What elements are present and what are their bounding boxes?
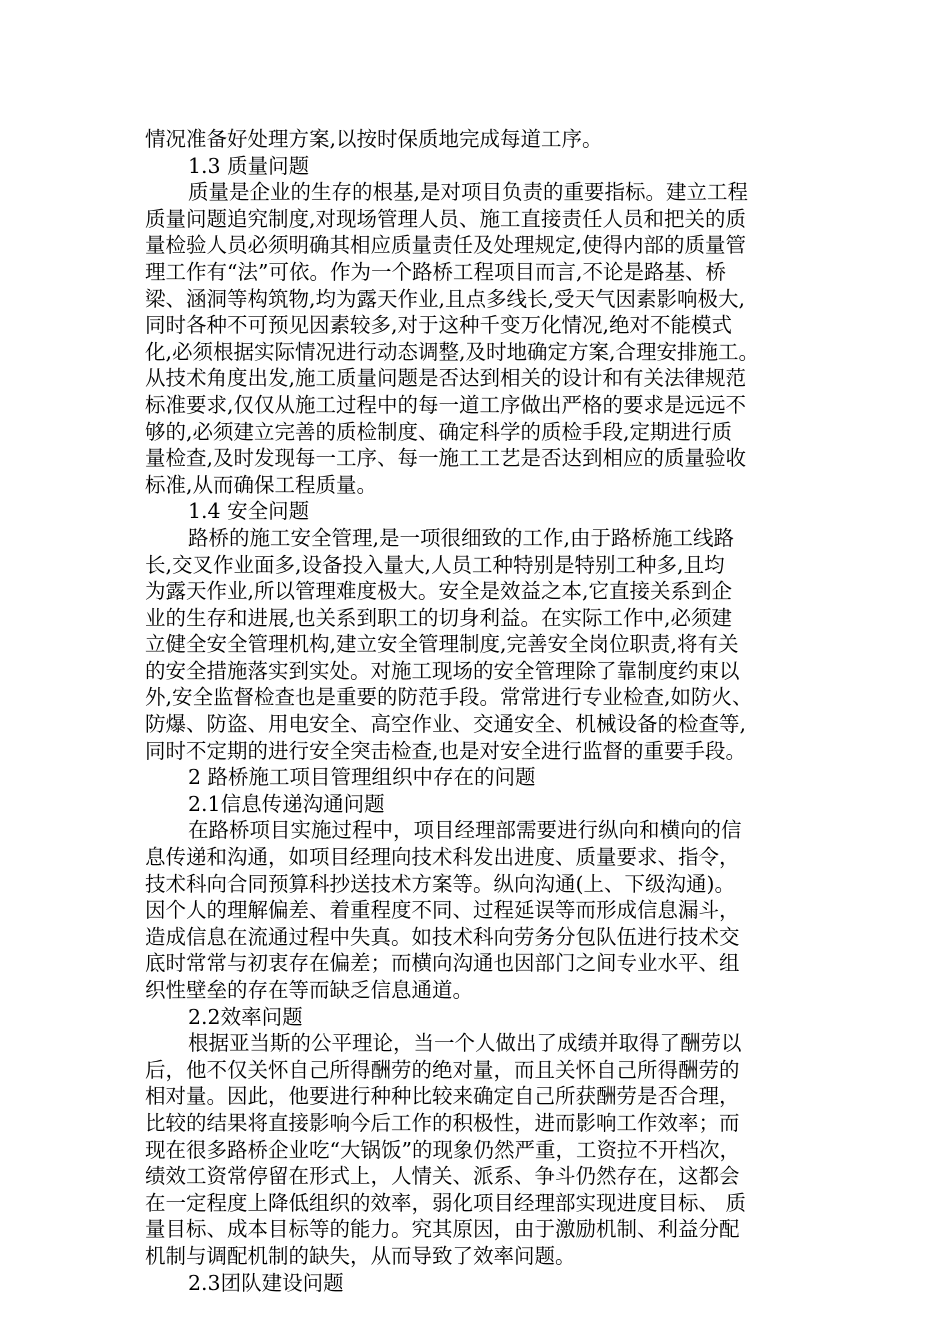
text-line: 从技术角度出发,施工质量问题是否达到相关的设计和有关法律规范 xyxy=(145,366,747,391)
text-line: 质量问题追究制度,对现场管理人员、施工直接责任人员和把关的质 xyxy=(145,206,747,231)
text-line: 化,必须根据实际情况进行动态调整,及时地确定方案,合理安排施工。 xyxy=(145,339,760,364)
text-line: 比较的结果将直接影响今后工作的积极性，进而影响工作效率；而 xyxy=(145,1110,740,1135)
text-line: 2.1信息传递沟通问题 xyxy=(188,791,385,816)
text-line: 量检验人员必须明确其相应质量责任及处理规定,使得内部的质量管 xyxy=(145,233,747,258)
text-line: 为露天作业,所以管理难度极大。安全是效益之本,它直接关系到企 xyxy=(145,579,733,604)
text-line: 2.2效率问题 xyxy=(188,1004,303,1029)
document-body xyxy=(145,126,825,1296)
text-line: 理工作有“法”可依。作为一个路桥工程项目而言,不论是路基、桥 xyxy=(145,259,726,284)
text-line: 底时常常与初衷存在偏差；而横向沟通也因部门之间专业水平、组 xyxy=(145,951,740,976)
text-line: 量目标、成本目标等的能力。究其原因，由于激励机制、利益分配 xyxy=(145,1217,740,1242)
text-line: 防爆、防盗、用电安全、高空作业、交通安全、机械设备的检查等, xyxy=(145,712,747,737)
text-line: 外,安全监督检查也是重要的防范手段。常常进行专业检查,如防火、 xyxy=(145,685,753,710)
text-line: 梁、涵洞等构筑物,均为露天作业,且点多线长,受天气因素影响极大, xyxy=(145,286,746,311)
text-line: 的安全措施落实到实处。对施工现场的安全管理除了靠制度约束以 xyxy=(145,658,740,683)
text-line: 息传递和沟通，如项目经理向技术科发出进度、质量要求、指令， xyxy=(145,845,740,870)
text-line: 1.3 质量问题 xyxy=(188,153,310,178)
text-line: 织性壁垒的存在等而缺乏信息通道。 xyxy=(145,978,473,1002)
text-line: 路桥的施工安全管理,是一项很细致的工作,由于路桥施工线路 xyxy=(188,525,735,550)
text-line: 同时各种不可预见因素较多,对于这种千变万化情况,绝对不能模式 xyxy=(145,313,733,338)
text-line: 造成信息在流通过程中失真。如技术科向劳务分包队伍进行技术交 xyxy=(145,924,740,949)
text-line: 量检查,及时发现每一工序、每一施工工艺是否达到相应的质量验收 xyxy=(145,446,747,471)
text-line: 标准,从而确保工程质量。 xyxy=(145,472,378,497)
text-line: 相对量。因此，他要进行种种比较来确定自己所获酬劳是否合理， xyxy=(145,1084,740,1109)
text-line: 后，他不仅关怀自己所得酬劳的绝对量，而且关怀自己所得酬劳的 xyxy=(145,1057,740,1082)
text-line: 在路桥项目实施过程中，项目经理部需要进行纵向和横向的信 xyxy=(188,818,742,843)
text-line: 业的生存和进展,也关系到职工的切身利益。在实际工作中,必须建 xyxy=(145,605,733,630)
text-line: 长,交叉作业面多,设备投入量大,人员工种特别是特别工种多,且均 xyxy=(145,552,725,577)
text-line: 够的,必须建立完善的质检制度、确定科学的质检手段,定期进行质 xyxy=(145,419,733,444)
text-line: 质量是企业的生存的根基,是对项目负责的重要指标。建立工程 xyxy=(188,180,749,205)
text-line: 在一定程度上降低组织的效率，弱化项目经理部实现进度目标、 质 xyxy=(145,1190,747,1215)
text-line: 2.3团队建设问题 xyxy=(188,1270,344,1295)
text-line: 机制与调配机制的缺失，从而导致了效率问题。 xyxy=(145,1243,576,1268)
text-line: 绩效工资常停留在形式上，人情关、派系、争斗仍然存在，这都会 xyxy=(145,1164,740,1189)
text-line: 同时不定期的进行安全突击检查,也是对安全进行监督的重要手段。 xyxy=(145,738,747,763)
text-line: 情况准备好处理方案,以按时保质地完成每道工序。 xyxy=(145,127,603,151)
text-line: 标准要求,仅仅从施工过程中的每一道工序做出严格的要求是远远不 xyxy=(145,392,747,417)
text-line: 1.4 安全问题 xyxy=(188,499,310,524)
text-line: 因个人的理解偏差、着重程度不同、过程延误等而形成信息漏斗， xyxy=(145,898,740,923)
text-line: 现在很多路桥企业吃“大锅饭”的现象仍然严重，工资拉不开档次， xyxy=(145,1137,740,1162)
text-line: 2 路桥施工项目管理组织中存在的问题 xyxy=(188,765,536,790)
text-line: 技术科向合同预算科抄送技术方案等。纵向沟通(上、下级沟通)。 xyxy=(145,871,735,896)
text-line: 立健全安全管理机构,建立安全管理制度,完善安全岗位职责,将有关 xyxy=(145,632,739,657)
text-line: 根据亚当斯的公平理论，当一个人做出了成绩并取得了酬劳以 xyxy=(188,1031,742,1056)
